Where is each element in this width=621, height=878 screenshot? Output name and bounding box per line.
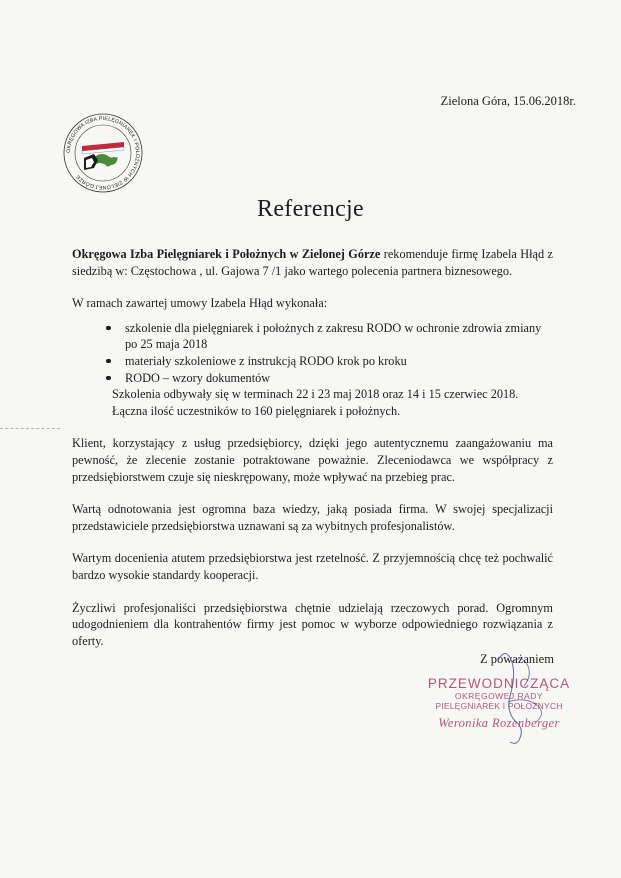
- stamp-line-3: PIELĘGNIAREK I POŁOŻNYCH: [435, 701, 563, 711]
- participants-note: Łączna ilość uczestników to 160 pielęgniarek i położnych.: [112, 403, 401, 418]
- letter-body: [72, 246, 553, 649]
- letter-title: Referencje: [257, 196, 364, 222]
- svg-text:OKRĘGOWA IZBA PIELĘGNIAREK I P: [66, 116, 141, 190]
- stamp-line-2: OKRĘGOWEJ RADY: [454, 691, 544, 701]
- body-paragraph: Wartą odnotowania jest ogromna baza wiedzy, jaką posiada firma. W swojej specjalizacji przedstawiciele przedsiębiorstwa uznawani są za wybitnych profesjonalistów.: [72, 502, 553, 533]
- body-paragraph: Klient, korzystający z usług przedsiębiorcy, dzięki jego autentycznemu zaangażowaniu ma pewność, że zlecenie zostanie potraktowane poważnie. Zleceniodawca we współpracy z przedsiębiorstwem czuje się nieskrępowany, może wpływać na przebieg prac.: [72, 436, 553, 484]
- body-paragraph: Życzliwi profesjonaliści przedsiębiorstwa chętnie udzielają rzeczowych porad. Ogromnym udogodnieniem dla kontrahentów firmy jest pomoc w wyborze odpowiedniego rozwiązania z oferty.: [72, 600, 553, 648]
- stamp-name: Weronika Rozenberger: [438, 716, 560, 730]
- intro-rest: rekomenduje firmę Izabela Hłąd z siedzibą w: Częstochowa , ul. Gajowa 7 /1 jako wartego polecenia partnera biznesowego.: [72, 247, 553, 278]
- scan-artifact: [0, 428, 60, 430]
- date-line: Zielona Góra, 15.06.2018r.: [440, 94, 576, 108]
- list-item: RODO – wzory dokumentów: [104, 370, 553, 387]
- signature-stamp: [414, 676, 584, 731]
- logo-ring-text: OKRĘGOWA IZBA PIELĘGNIAREK I POŁOŻNYCH W ZIELONEJ GÓRZE: [65, 115, 141, 191]
- chamber-logo-icon: [62, 112, 144, 194]
- list-item: szkolenie dla pielęgniarek i położnych z zakresu RODO w ochronie zdrowia zmiany po 25 maja 2018: [104, 320, 553, 353]
- body-paragraph: Wartym docenienia atutem przedsiębiorstwa jest rzetelność. Z przyjemnością chcę też pochwalić bardzo wysokie standardy kooperacji.: [72, 551, 553, 582]
- list-item: materiały szkoleniowe z instrukcją RODO krok po kroku: [104, 353, 553, 370]
- closing-regards: Z poważaniem: [480, 652, 554, 666]
- stamp-line-1: PRZEWODNICZĄCA: [427, 676, 571, 691]
- lead-sentence: W ramach zawartej umowy Izabela Hłąd wykonała:: [72, 296, 328, 311]
- training-dates-note: Szkolenia odbywały się w terminach 22 i 23 maj 2018 oraz 14 i 15 czerwiec 2018.: [112, 387, 519, 402]
- intro-paragraph: [72, 246, 553, 279]
- services-list: [72, 320, 553, 386]
- intro-org-name: Okręgowa Izba Pielęgniarek i Położnych w Zielonej Górze: [72, 247, 381, 261]
